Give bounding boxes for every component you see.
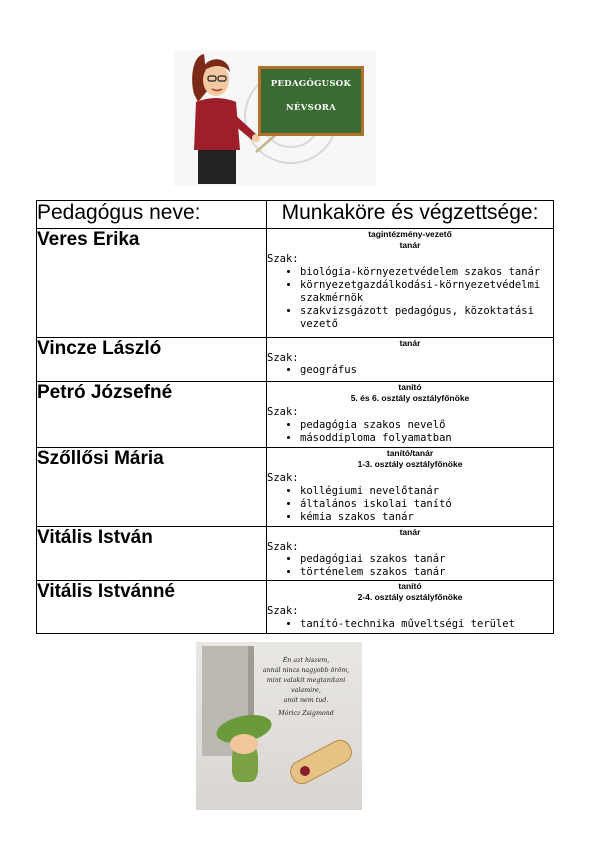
szak-label: Szak: xyxy=(267,253,299,265)
role-line: tanító/tanár xyxy=(386,448,434,458)
header-name: Pedagógus neve: xyxy=(37,201,267,229)
subject-list xyxy=(267,364,553,377)
teacher-name: Vitális Istvánné xyxy=(37,581,267,634)
list-item: • általános iskolai tanító xyxy=(300,498,553,511)
list-item: • környezetgazdálkodási-környezetvédelmi szakmérnök xyxy=(300,279,553,305)
table-row xyxy=(37,382,554,448)
header-role: Munkaköre és végzettsége: xyxy=(267,201,554,229)
role-line: 2-4. osztály osztályfőnöke xyxy=(357,591,463,602)
teacher-name: Szőllősi Mária xyxy=(37,448,267,527)
table-row xyxy=(37,338,554,382)
teacher-info xyxy=(267,448,554,527)
teacher-info xyxy=(267,229,554,338)
subject-list xyxy=(267,618,553,631)
teacher-info xyxy=(267,338,554,382)
teacher-info xyxy=(267,527,554,581)
list-item: • geográfus xyxy=(300,364,553,377)
list-item: • történelem szakos tanár xyxy=(300,566,553,579)
teacher-name: Vitális István xyxy=(37,527,267,581)
teacher-name: Petró Józsefné xyxy=(37,382,267,448)
szak-label: Szak: xyxy=(267,605,299,618)
elf-head-icon xyxy=(230,734,258,754)
quote-author: Móricz Zsigmond xyxy=(278,710,334,717)
board-title-line1: PEDAGÓGUSOK xyxy=(270,79,352,89)
quote-line: mint valakit megtanítani valamire, xyxy=(266,677,346,694)
role-line: tanár xyxy=(399,239,421,250)
teacher-info xyxy=(267,581,554,634)
chalkboard xyxy=(258,66,364,136)
table-row xyxy=(37,527,554,581)
table-row xyxy=(37,229,554,338)
list-item: • tanító-technika műveltségi terület xyxy=(300,618,553,631)
list-item: • pedagógia szakos nevelő xyxy=(300,419,553,432)
szak-label: Szak: xyxy=(267,351,299,364)
list-item: • kollégiumi nevelőtanár xyxy=(300,485,553,498)
subject-list xyxy=(267,266,553,331)
list-item: • szakvizsgázott pedagógus, közoktatási vezető xyxy=(300,305,553,331)
quote-text xyxy=(252,656,360,719)
diploma-scroll-icon xyxy=(286,736,356,788)
header-illustration xyxy=(174,50,376,186)
teacher-name: Veres Erika xyxy=(37,229,267,338)
teacher-info xyxy=(267,382,554,448)
list-item: • biológia-környezetvédelem szakos tanár xyxy=(300,266,553,279)
list-item: • kémia szakos tanár xyxy=(300,511,553,524)
table-row xyxy=(37,581,554,634)
role-line: tagintézmény-vezető xyxy=(368,229,452,239)
subject-list xyxy=(267,485,553,524)
quote-line: annál nincs nagyobb öröm, xyxy=(262,667,350,674)
role-line: tanár xyxy=(399,527,421,537)
subject-list xyxy=(267,553,553,579)
role-line: tanár xyxy=(399,338,421,348)
szak-label: Szak: xyxy=(267,540,299,553)
subject-list xyxy=(267,419,553,445)
role-line: 1-3. osztály osztályfőnöke xyxy=(357,458,463,469)
quote-illustration xyxy=(196,642,362,810)
list-item: • másoddiploma folyamatban xyxy=(300,432,553,445)
role-line: 5. és 6. osztály osztályfőnöke xyxy=(350,392,470,403)
ribbon-icon xyxy=(300,766,310,776)
quote-line: Én azt hiszem, xyxy=(282,657,330,664)
szak-label: Szak: xyxy=(267,406,299,418)
staff-table xyxy=(36,200,554,634)
szak-label: Szak: xyxy=(267,472,299,484)
table-header-row xyxy=(37,201,554,229)
teacher-name: Vincze László xyxy=(37,338,267,382)
board-title-line2: NÉVSORA xyxy=(285,103,337,113)
quote-line: amit nem tud. xyxy=(283,697,329,704)
table-row xyxy=(37,448,554,527)
role-line: tanító xyxy=(398,382,422,392)
list-item: • pedagógiai szakos tanár xyxy=(300,553,553,566)
role-line: tanító xyxy=(398,581,422,592)
